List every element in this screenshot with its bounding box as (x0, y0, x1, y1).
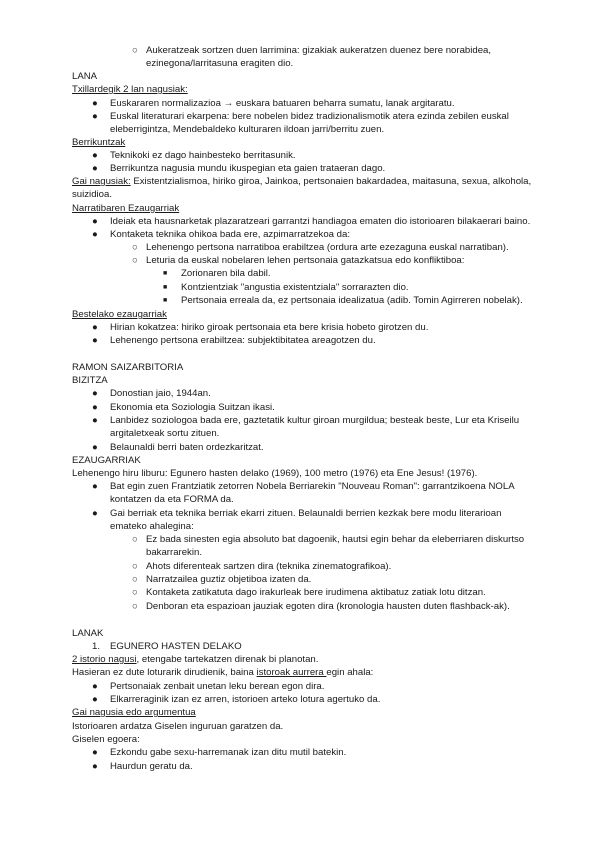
text-line: Ekonomia eta Soziologia Suitzan ikasi. (110, 402, 275, 413)
inline-text: Hasieran ez dute loturarik dirudienik, baina (72, 667, 257, 678)
bullet-icon: ● (92, 229, 98, 240)
text-line: Kontaketa zatikatuta dago irakurleak bere irudimena aktibatuz zatiak lotu ditzan. (146, 587, 486, 598)
text-line: Denboran eta espazioan jauziak egoten dira (kronologia hausten duten flashback-ak). (146, 601, 510, 612)
hollow-bullet-icon: ○ (132, 534, 138, 545)
underlined-phrase: 2 istorio nagusi (72, 654, 137, 665)
text-line: Lehenengo pertsona narratiboa erabiltzea (ordura arte ezezaguna euskal narratiban). (146, 242, 509, 253)
text-line: emateko ahalegina: (110, 521, 194, 532)
text-line: Ezkondu gabe sexu-harremanak izan ditu mutil batekin. (110, 747, 347, 758)
subheading: Bestelako ezaugarriak (72, 309, 167, 320)
text-line: Giselen egoera: (72, 734, 140, 745)
section-heading: LANA (72, 71, 98, 82)
text-line: Berrikuntza nagusia mundu ikuspegian eta gaien trataeran dago. (110, 163, 386, 174)
text-line: Ideiak eta hausnarketak plazaratzeari garrantzi handiagoa ematen dio istorioaren bilakaerari baino. (110, 216, 531, 227)
text-line: Istorioaren ardatza Giselen inguruan garatzen da. (72, 721, 284, 732)
text-line: argitaletxeak sortu zituen. (110, 428, 220, 439)
text-line (72, 654, 318, 667)
section-heading: BIZITZA (72, 375, 108, 386)
bullet-icon: ● (92, 694, 98, 705)
text-line: Ahots diferenteak sartzen dira (teknika zinematografikoa). (146, 561, 392, 572)
text-line: Donostian jaio, 1944an. (110, 388, 211, 399)
text-line: Pertsonaia erreala da, ez pertsonaia idealizatua (adib. Tomin Agirreren nobelak). (181, 295, 523, 306)
hollow-bullet-icon: ○ (132, 587, 138, 598)
text-line (72, 667, 373, 680)
subheading: Gai nagusia edo argumentua (72, 707, 196, 718)
bullet-icon: ● (92, 111, 98, 122)
text-line: Lehenengo pertsona erabiltzea: subjektibitatea areagotzen du. (110, 335, 376, 346)
text-line: Ez bada sinesten egia absoluto bat dagoenik, hautsi egin behar da eleberriaren diskurtso (146, 534, 525, 545)
hollow-bullet-icon: ○ (132, 242, 138, 253)
text-line: Leturia da euskal nobelaren lehen pertsonaia gatazkatsua edo konfliktiboa: (146, 255, 465, 266)
text-line: eleberrigintza, Mendebaldeko kulturaren ildoan jarri/berritu zuen. (110, 124, 385, 135)
inline-heading: Gai nagusiak: (72, 176, 131, 187)
text-line: Hirian kokatzea: hiriko giroak pertsonaia eta bere krisia hobeto girotzen du. (110, 322, 429, 333)
text-line: Narratzailea guztiz objetiboa izaten da. (146, 574, 312, 585)
bullet-icon: ● (92, 322, 98, 333)
text-line (72, 176, 531, 189)
bullet-icon: ● (92, 747, 98, 758)
bullet-icon: ● (92, 681, 98, 692)
hollow-bullet-icon: ○ (132, 574, 138, 585)
hollow-bullet-icon: ○ (132, 255, 138, 266)
underlined-phrase: istoroak aurrera (256, 667, 327, 678)
bullet-icon: ● (92, 335, 98, 346)
bullet-icon: ● (92, 163, 98, 174)
bullet-icon: ● (92, 402, 98, 413)
text-line: kontatzen da eta FORMA da. (110, 494, 234, 505)
text-line: Lehenengo hiru liburu: Egunero hasten delako (1969), 100 metro (1976) eta Ene Jesus! (1976). (72, 468, 478, 479)
text-line: Kontaketa teknika ohikoa bada ere, azpimarratzekoa da: (110, 229, 350, 240)
bullet-icon: ● (92, 442, 98, 453)
text-line: bakarrarekin. (146, 547, 202, 558)
text-line: Lanbidez soziologoa bada ere, gaztetatik kultur giroan murgildua; besteak beste, Lur eta Kriseilu (110, 415, 520, 426)
bullet-icon: ● (92, 216, 98, 227)
section-heading: EZAUGARRIAK (72, 455, 141, 466)
inline-text: egin ahala: (326, 667, 374, 678)
hollow-bullet-icon: ○ (132, 45, 138, 56)
list-number: 1. (92, 641, 101, 652)
bullet-icon: ● (92, 508, 98, 519)
text-line: Pertsonaiak zenbait unetan leku berean egon dira. (110, 681, 325, 692)
square-bullet-icon: ■ (163, 284, 168, 291)
text-line: Zorionaren bila dabil. (181, 268, 271, 279)
text-line: ezinegona/larritasuna eragiten dio. (146, 58, 294, 69)
text-line: Bat egin zuen Frantziatik zetorren Nobela Berriarekin "Nouveau Roman": garrantzikoena NOLA (110, 481, 515, 492)
bullet-icon: ● (92, 481, 98, 492)
bullet-icon: ● (92, 761, 98, 772)
bullet-icon: ● (92, 98, 98, 109)
square-bullet-icon: ■ (163, 270, 168, 277)
hollow-bullet-icon: ○ (132, 561, 138, 572)
text-line: suizidioa. (72, 189, 112, 200)
text-line: Teknikoki ez dago hainbesteko berritasunik. (110, 150, 296, 161)
subheading: Berrikuntzak (72, 137, 126, 148)
section-heading: RAMON SAIZARBITORIA (72, 362, 184, 373)
bullet-icon: ● (92, 150, 98, 161)
text-line: Belaunaldi berri baten ordezkaritzat. (110, 442, 264, 453)
text-line: Elkarreraginik izan ez arren, istorioen arteko lotura agertuko da. (110, 694, 381, 705)
square-bullet-icon: ■ (163, 297, 168, 304)
bullet-icon: ● (92, 415, 98, 426)
text-line: Haurdun geratu da. (110, 761, 193, 772)
hollow-bullet-icon: ○ (132, 601, 138, 612)
inline-text: Existentzialismoa, hiriko giroa, Jainkoa, pertsonaien bakardadea, maitasuna, sexua, alkohola, (130, 176, 532, 187)
text-line: Kontzientziak "angustia existentziala" sorrarazten dio. (181, 282, 409, 293)
text-line: Gai berriak eta teknika berriak ekarri zituen. Belaunaldi berrien kezkak bere modu literarioan (110, 508, 502, 519)
section-heading: LANAK (72, 628, 104, 639)
subheading: EGUNERO HASTEN DELAKO (110, 641, 242, 652)
text-line: Euskal literaturari ekarpena: bere nobelen bidez tradizionalismotik atera ezinda zebilen euskal (110, 111, 509, 122)
subheading: Txillardegik 2 lan nagusiak: (72, 84, 188, 95)
text-line: Euskararen normalizazioa → euskara batuaren beharra sumatu, lanak argitaratu. (110, 98, 455, 109)
text-line: Aukeratzeak sortzen duen larrimina: gizakiak aukeratzen duenez bere norabidea, (146, 45, 492, 56)
inline-text: , etengabe tartekatzen direnak bi planotan. (136, 654, 319, 665)
subheading: Narratibaren Ezaugarriak (72, 203, 180, 214)
bullet-icon: ● (92, 388, 98, 399)
